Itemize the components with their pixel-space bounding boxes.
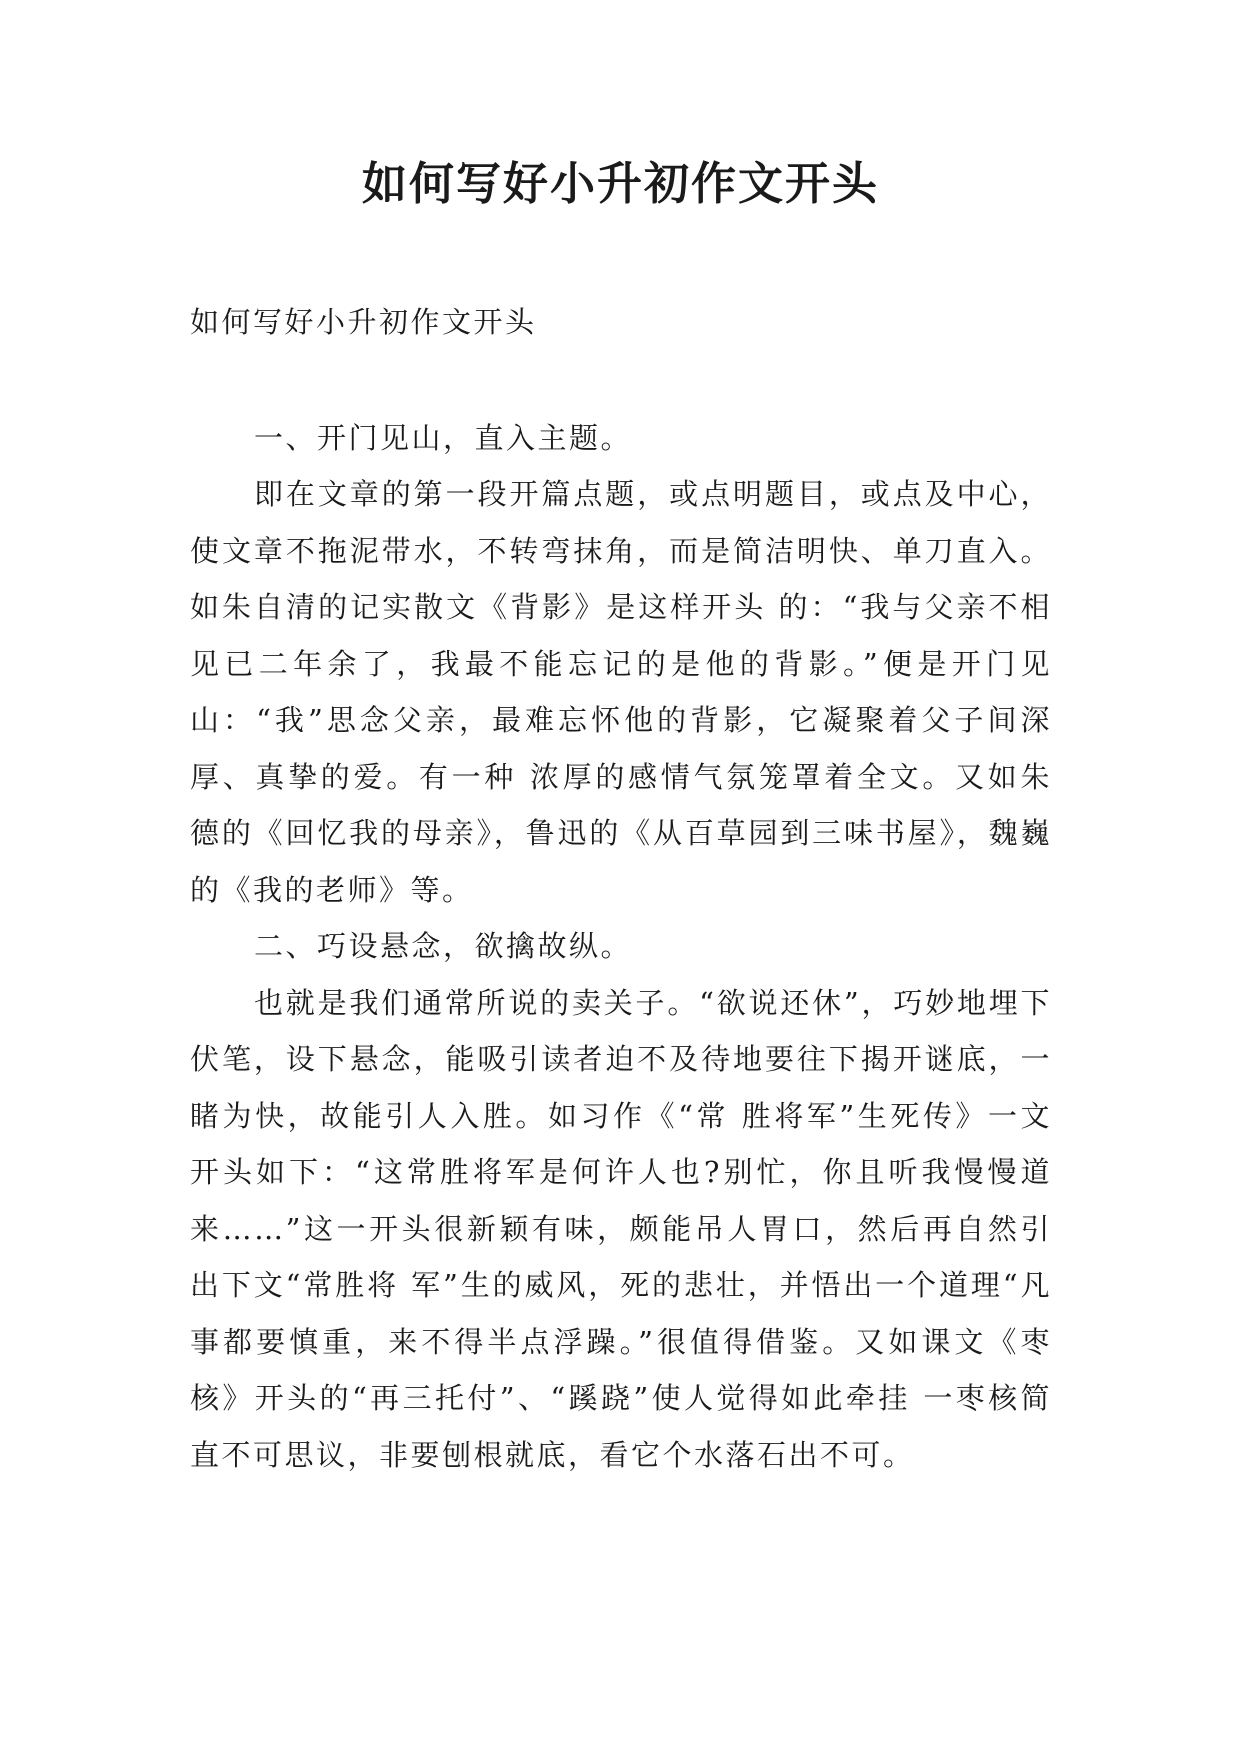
section-paragraph-1: 即在文章的第一段开篇点题，或点明题目，或点及中心，使文章不拖泥带水，不转弯抹角，而是简洁明快、单刀直入。如朱自清的记实散文《背影》是这样开头 的：“我与父亲不相见已二年余了，我最不能忘记的是他的背影。”便是开门见山：“我”思念父亲，最难忘怀他的背影，它凝聚着父子间深厚、真挚的爱。有一种 浓厚的感情气氛笼罩着全文。又如朱德的《回忆我的母亲》，鲁迅的《从百草园到三味书屋》，魏巍的《我的老师》等。 <box>190 477 1052 907</box>
document-body <box>190 294 1052 1483</box>
spacer <box>190 351 1052 410</box>
document-title: 如何写好小升初作文开头 <box>361 157 879 210</box>
section-heading-2: 二、巧设悬念，欲擒故纵。 <box>254 929 633 963</box>
document-subtitle: 如何写好小升初作文开头 <box>190 305 537 339</box>
section-heading-1: 一、开门见山，直入主题。 <box>254 420 633 455</box>
section-paragraph-2: 也就是我们通常所说的卖关子。“欲说还休”，巧妙地埋下伏笔，设下悬念，能吸引读者迫不及待地要往下揭开谜底，一睹为快，故能引人入胜。如习作《“常 胜将军”生死传》一文开头如下：“这常胜将军是何许人也?别忙，你且听我慢慢道来……”这一开头很新颖有味，颇能吊人胃口，然后再自然引出下文“常胜将 军”生的威风，死的悲壮，并悟出一个道理“凡事都要慎重，来不得半点浮躁。”很值得借鉴。又如课文《枣核》开头的“再三托付”、“蹊跷”使人觉得如此牵挂 一枣核简直不可思议，非要刨根就底，看它个水落石出不可。 <box>190 985 1052 1472</box>
